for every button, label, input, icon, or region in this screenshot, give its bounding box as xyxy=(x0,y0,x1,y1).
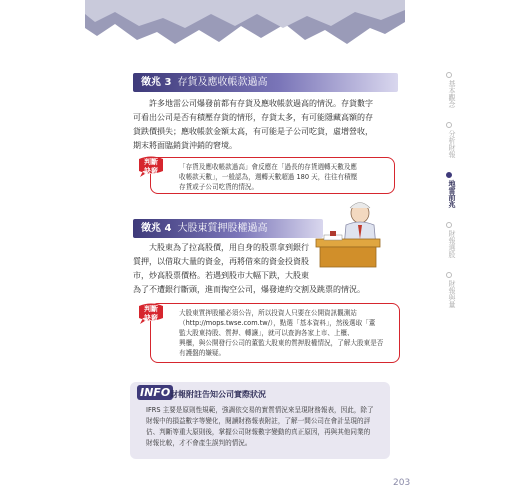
side-nav-item-basic[interactable]: 基本觀念 xyxy=(448,80,456,108)
info-line: IFRS 主要是原則性規範，強調依交易的實質情況來呈現財務報表，因此，除了 xyxy=(146,406,374,414)
section-4-body xyxy=(133,241,408,297)
section-3-tip-line: 「存貨及應收帳款過高」會反應在「過長的存貨週轉天數及應 xyxy=(179,163,358,171)
section-4-line: 為了不遭銀行斷頭，進而掏空公司，爆發違約交割及跳票的情況。 xyxy=(133,285,365,294)
section-4-tip-line: （http://mops.twse.com.tw/），點選「基本資料」，然後選取「董 xyxy=(179,319,376,327)
judge-label-1: 判斷 xyxy=(144,158,158,166)
section-3-tag: 徵兆 3 xyxy=(141,77,172,88)
section-3-line: 貨跌價損失；應收帳款金額太高，有可能是子公司吃貨，虛增營收， xyxy=(133,127,373,136)
judge-tip-icon xyxy=(137,303,165,325)
section-3-tip-box xyxy=(150,157,395,194)
info-badge-icon: INFO xyxy=(137,385,173,400)
section-4-line: 大股東為了拉高股價，用自身的股票拿到銀行 xyxy=(149,243,309,252)
section-4-line: 市，炒高股票價格。若遇到股市大幅下跌，大股東 xyxy=(133,271,309,280)
section-4-tag: 徵兆 4 xyxy=(141,223,172,234)
section-4-title: 大股東質押股權過高 xyxy=(177,223,268,234)
info-title: 財報附註告知公司實際狀況 xyxy=(170,390,266,399)
section-3-line: 許多地雷公司爆發前都有存貨及應收帳款過高的情況。存貨數字 xyxy=(149,99,373,108)
judge-label-2: 訣竅 xyxy=(144,314,158,322)
side-nav-dot-active xyxy=(446,172,452,178)
info-line: 估、判斷等重大原則後，掌握公司財報數字變動的真正原因，再與其他同業的 xyxy=(146,428,371,436)
judge-label-1: 判斷 xyxy=(144,305,158,313)
info-line: 財報比較，才不會產生誤判的情況。 xyxy=(146,439,252,447)
section-3-line: 可看出公司是否有積壓存貨的情形，存貨太多，有可能隱藏高額的存 xyxy=(133,113,373,122)
section-3-body xyxy=(133,97,405,153)
info-body xyxy=(146,405,386,449)
side-nav-dot xyxy=(446,222,452,228)
side-nav-dot xyxy=(446,72,452,78)
side-nav-item-picking[interactable]: 財報選股 xyxy=(448,230,456,258)
section-3-tip-line: 收帳款天數」，一般認為，週轉天數超過 180 天，往往有積壓 xyxy=(179,173,358,181)
info-line: 財報中的損益數字等變化，閱讀財務報表附註，了解一間公司在會計呈現的評 xyxy=(146,417,371,425)
section-4-line: 質押，以借取大量的資金，再將借來的資金投資股 xyxy=(133,257,309,266)
judge-tip-icon xyxy=(137,156,165,178)
page-number: 203 xyxy=(393,478,411,488)
section-4-tip-line: 興櫃，與公開發行公司的董監大股東的質押股權情況，了解大股東是否 xyxy=(179,339,384,347)
side-nav-dot xyxy=(446,122,452,128)
section-4-tip-line: 有護盤的嫌疑。 xyxy=(179,349,226,357)
side-nav-item-volume[interactable]: 財報與量 xyxy=(448,280,456,308)
section-4-tip-box xyxy=(150,303,400,363)
section-3-tip-line: 存貨或子公司吃貨的情況。 xyxy=(179,183,259,191)
mountain-header-graphic xyxy=(85,0,405,50)
section-4-banner xyxy=(133,219,323,238)
side-nav-item-warning[interactable]: 地雷前兆 xyxy=(448,180,456,208)
side-nav-item-analysis[interactable]: 分析財報 xyxy=(448,130,456,158)
judge-label-2: 訣竅 xyxy=(144,167,158,175)
section-4-tip-line: 大股東質押股權必須公告，所以投資人只要在公開資訊觀測站 xyxy=(179,309,358,317)
side-nav-dot xyxy=(446,272,452,278)
section-3-title: 存貨及應收帳款過高 xyxy=(177,77,268,88)
section-3-line: 期末將面臨銷貨沖銷的窘境。 xyxy=(133,141,237,150)
section-4-tip-line: 監大股東持股、質押、轉讓」，就可以查詢各家上市、上櫃、 xyxy=(179,329,354,337)
section-3-banner xyxy=(133,73,398,92)
